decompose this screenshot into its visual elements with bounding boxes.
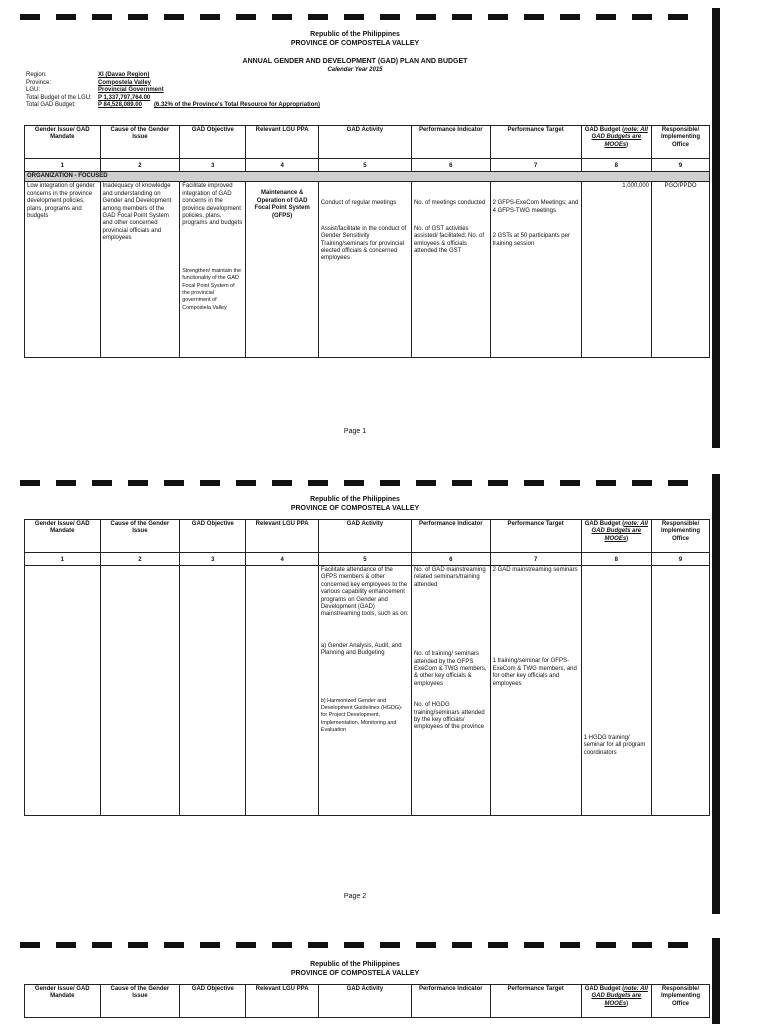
- col-gender-issue: Gender Issue/ GAD Mandate: [25, 126, 101, 159]
- indicator-text: No. of training/ seminars attended by the GFPS ExeCom & TWG members, & other key officials & employees: [413, 651, 487, 687]
- page1-header: [0, 30, 710, 75]
- cause-cell: Inadequacy of knowledge and understanding on Gender and Development among members of the GAD Focal Point System and other concerned provincial officials and employees: [100, 182, 180, 358]
- col-num: 7: [490, 553, 581, 566]
- col-gender-issue: Gender Issue/ GAD Mandate: [25, 520, 101, 553]
- column-header-row: [25, 520, 710, 553]
- col-indicator: Performance Indicator: [411, 126, 490, 159]
- col-cause: Cause of the Gender Issue: [100, 520, 180, 553]
- column-header-row: [25, 126, 710, 159]
- col-ppa: Relevant LGU PPA: [246, 985, 318, 1018]
- region-value: XI (Davao Region): [98, 72, 150, 78]
- gad-budget-label: Total GAD Budget:: [26, 102, 76, 108]
- indicator-cell: [411, 566, 490, 816]
- col-cause: Cause of the Gender Issue: [100, 985, 180, 1018]
- column-number-row: [25, 553, 710, 566]
- objective-text: Facilitate improved integration of GAD concerns in the province development policies, plans, programs and budgets: [182, 183, 243, 227]
- province-title: PROVINCE OF COMPOSTELA VALLEY: [290, 40, 420, 47]
- table-row: [25, 182, 710, 358]
- col-indicator: Performance Indicator: [411, 520, 490, 553]
- activity-text: Assist/facilitate in the conduct of Gender Sensitivity Training/seminars for provincial elected officials & concerned employees: [320, 225, 407, 262]
- column-header-row: [25, 985, 710, 1018]
- lgu-value: Provincial Government: [98, 87, 164, 93]
- column-number-row: [25, 159, 710, 172]
- col-budget-close: ): [626, 1000, 629, 1007]
- page-edge-bar: [712, 474, 720, 914]
- page2-header: [0, 495, 710, 513]
- objective-cell: [180, 566, 246, 816]
- target-text: 1 training/seminar for GFPS-ExeCom & TWG members, and for other key officials and employees: [492, 658, 577, 687]
- office-cell: PGO/PPDO: [652, 182, 710, 358]
- indicator-text: No. of GAD mainstreaming related seminars/training attended: [413, 567, 486, 588]
- col-office: Responsible/ Implementing Office: [652, 985, 710, 1018]
- col-num: 1: [25, 553, 101, 566]
- indicator-cell: [411, 182, 490, 358]
- section-label: ORGANIZATION - FOCUSED: [25, 172, 710, 182]
- col-num: 7: [490, 159, 581, 172]
- col-num: 2: [100, 159, 180, 172]
- col-ppa: Relevant LGU PPA: [246, 520, 318, 553]
- col-budget: [581, 985, 651, 1018]
- republic-title: Republic of the Philippines: [310, 961, 400, 968]
- col-num: 2: [100, 553, 180, 566]
- activity-cell: [318, 566, 411, 816]
- col-activity: GAD Activity: [318, 985, 411, 1018]
- col-budget-label: GAD Budget (: [584, 521, 625, 527]
- plan-title: ANNUAL GENDER AND DEVELOPMENT (GAD) PLAN AND BUDGET: [242, 58, 468, 65]
- col-num: 6: [411, 553, 490, 566]
- gender-issue-cell: Low integration of gender concerns in the province development policies, plans, programs and budgets: [25, 182, 101, 358]
- lgu-meta: [26, 72, 320, 110]
- col-budget-close: ): [626, 535, 629, 542]
- col-num: 8: [581, 159, 651, 172]
- target-text: 2 GSTs at 50 participants per training session: [492, 233, 570, 247]
- col-num: 5: [318, 553, 411, 566]
- gad-plan-table-page3: [24, 984, 710, 1018]
- col-num: 9: [652, 159, 710, 172]
- col-num: 1: [25, 159, 101, 172]
- cause-cell: [100, 566, 180, 816]
- total-budget-label: Total Budget of the LGU:: [26, 94, 92, 101]
- col-num: 6: [411, 159, 490, 172]
- activity-cell: [318, 182, 411, 358]
- col-cause: Cause of the Gender Issue: [100, 126, 180, 159]
- col-objective: GAD Objective: [180, 520, 246, 553]
- activity-text: Facilitate attendance of the GFPS members & other concerned key employees to the various capability enhancement programs on Gender and Development (GAD) mainstreaming tools, such as on:: [320, 567, 409, 618]
- col-budget-label: GAD Budget (: [584, 986, 625, 992]
- page3-header: [0, 960, 710, 978]
- republic-title: Republic of the Philippines: [310, 496, 400, 503]
- col-budget-close: ): [626, 141, 629, 148]
- province-value: Compostela Valley: [98, 79, 152, 86]
- province-title: PROVINCE OF COMPOSTELA VALLEY: [290, 505, 420, 512]
- col-num: 3: [180, 553, 246, 566]
- page-edge-bar: [712, 938, 720, 1024]
- target-text: 2 GAD mainstreaming seminars: [492, 567, 578, 573]
- gad-budget-note: (6.32% of the Province's Total Resource for Appropriation): [153, 102, 321, 108]
- col-budget: [581, 126, 651, 159]
- activity-text: b) Harmonized Gender and Development Guidelines (HGDG)- for Project Development, Implementation, Monitoring and Evaluation: [320, 697, 403, 734]
- indicator-text: No. of HGDG training/seminars attended by the key officials/ employees of the province: [413, 702, 485, 731]
- col-budget-note: note: All GAD Budgets are MOOEs: [591, 521, 648, 542]
- ppa-cell: [246, 566, 318, 816]
- col-objective: GAD Objective: [180, 985, 246, 1018]
- page-number: Page 1: [343, 428, 367, 435]
- gender-issue-cell: [25, 566, 101, 816]
- activity-text: Conduct of regular meetings: [320, 200, 397, 207]
- col-budget-note: note: All GAD Budgets are MOOEs: [591, 127, 648, 148]
- col-office: Responsible/ Implementing Office: [652, 126, 710, 159]
- table-row: [25, 566, 710, 816]
- indicator-text: No. of meetings conducted: [413, 200, 486, 207]
- col-target: Performance Target: [490, 520, 581, 553]
- col-target: Performance Target: [490, 985, 581, 1018]
- objective-text: Strengthen/ maintain the functionality of the GAD Focal Point System of the provincial government of Compostela Valley: [182, 267, 241, 311]
- col-num: 5: [318, 159, 411, 172]
- gad-budget-value: P 84,528,089.00: [98, 102, 142, 108]
- col-target: Performance Target: [490, 126, 581, 159]
- page-separator-top: [20, 942, 700, 948]
- page-separator-top: [20, 480, 700, 486]
- col-num: 4: [246, 553, 318, 566]
- gad-plan-table-page1: [24, 125, 710, 358]
- calendar-year: Calendar Year 2015: [327, 67, 383, 73]
- col-num: 3: [180, 159, 246, 172]
- col-ppa: Relevant LGU PPA: [246, 126, 318, 159]
- office-cell: [652, 566, 710, 816]
- col-office: Responsible/ Implementing Office: [652, 520, 710, 553]
- target-cell: [490, 566, 581, 816]
- gad-plan-table-page2: [24, 519, 710, 816]
- col-activity: GAD Activity: [318, 126, 411, 159]
- col-num: 9: [652, 553, 710, 566]
- col-objective: GAD Objective: [180, 126, 246, 159]
- section-row: [25, 172, 710, 182]
- target-cell: [490, 182, 581, 358]
- page-number: Page 2: [343, 893, 367, 900]
- region-label: Region:: [26, 72, 47, 78]
- ppa-cell: Maintenance & Operation of GAD Focal Point System (GFPS): [246, 182, 318, 358]
- col-budget-note: note: All GAD Budgets are MOOEs: [591, 986, 648, 1007]
- col-activity: GAD Activity: [318, 520, 411, 553]
- col-budget-label: GAD Budget (: [584, 127, 625, 133]
- lgu-label: LGU:: [26, 87, 41, 93]
- republic-title: Republic of the Philippines: [310, 31, 400, 38]
- total-budget-value: P 1,337,797,764.00: [98, 94, 151, 101]
- budget-cell: 1,000,000: [581, 182, 651, 358]
- col-budget: [581, 520, 651, 553]
- activity-text: a) Gender Analysis, Audit, and Planning and Budgeting: [320, 642, 402, 657]
- col-num: 4: [246, 159, 318, 172]
- indicator-text: No. of GST activities assisted/ facilitated; No. of emloyees & officials attended the GST: [413, 225, 485, 255]
- col-indicator: Performance Indicator: [411, 985, 490, 1018]
- page-separator-top: [20, 14, 700, 20]
- target-text: 2 GFPS-ExeCom Meetings; and 4 GFPS-TWG meetings: [492, 200, 579, 214]
- objective-cell: [180, 182, 246, 358]
- col-num: 8: [581, 553, 651, 566]
- province-label: Province:: [26, 79, 52, 86]
- budget-text: 1 HGDG training/ seminar for all program coordinators: [583, 735, 646, 756]
- page-edge-bar: [712, 8, 720, 448]
- col-gender-issue: Gender Issue/ GAD Mandate: [25, 985, 101, 1018]
- province-title: PROVINCE OF COMPOSTELA VALLEY: [290, 970, 420, 977]
- budget-cell: [581, 566, 651, 816]
